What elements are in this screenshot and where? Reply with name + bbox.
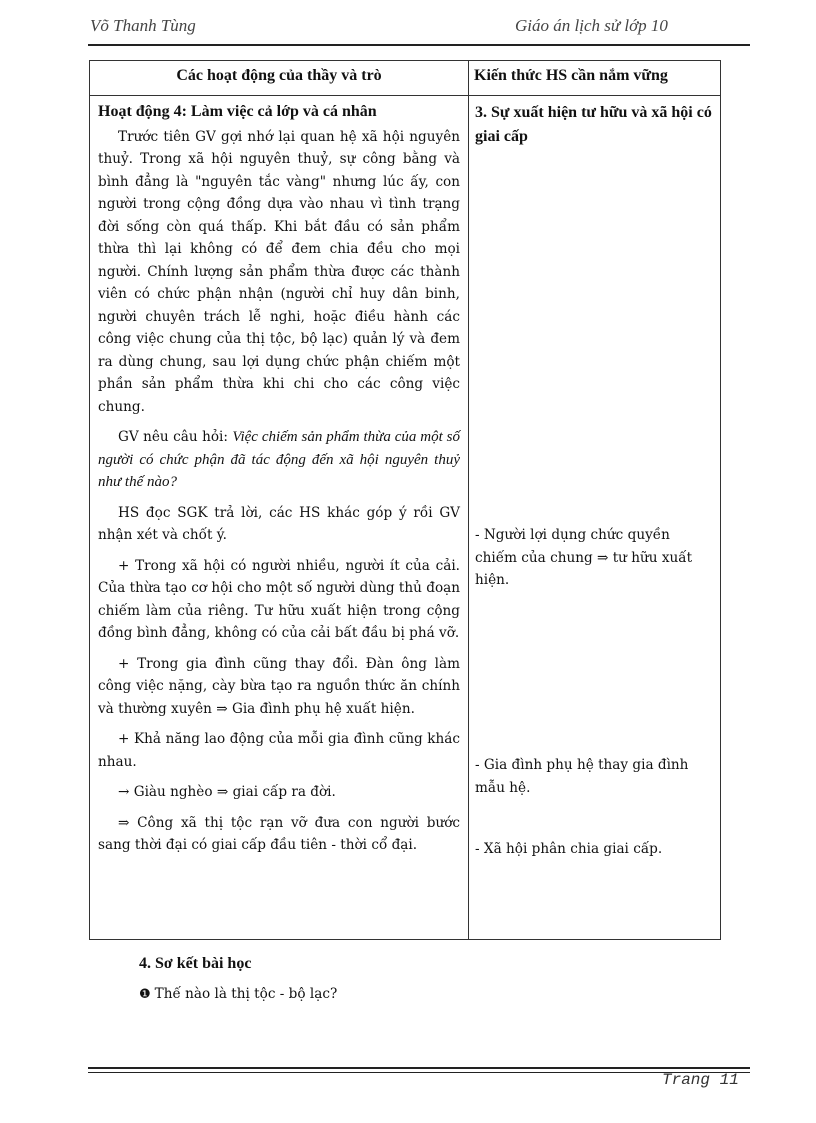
summary-question-text: Thế nào là thị tộc - bộ lạc? — [154, 986, 338, 1002]
lesson-table — [89, 60, 721, 940]
column-divider — [468, 61, 469, 939]
paragraph-ancient-era: ⇒ Công xã thị tộc rạn vỡ đưa con người bước sang thời đại có giai cấp đầu tiên - thời cổ đại. — [98, 814, 460, 853]
footer-divider-thin — [88, 1072, 750, 1073]
paragraph-class-emergence: → Giàu nghèo ⇒ giai cấp ra đời. — [118, 784, 336, 800]
page-number: Trang 11 — [662, 1071, 739, 1089]
paragraph-teacher-intro: Trước tiên GV gợi nhớ lại quan hệ xã hội nguyên thuỷ. Trong xã hội nguyên thuỷ, sự công bằng và bình đẳng là "nguyên tắc vàng" nhưng lúc ấy, con người trong cộng đồng dựa vào nhau vì tình trạng đời sống còn quá thấp. Khi bắt đầu có sản phẩm thừa thì lại không có để đem chia đều cho mọi người. Chính lượng sản phẩm thừa được các thành viên có chức phận nhận (người chỉ huy dân binh, người chuyên trách lễ nghi, hoặc điều hành các công việc chung của thị tộc, bộ lạc) quản lý và đem ra dùng chung, sau lợi dụng chức phận chiếm một phần sản phẩm thừa khi chi cho các công việc chung. — [98, 128, 460, 415]
column-header-knowledge: Kiến thức HS cần nắm vững — [474, 67, 668, 84]
numbered-bullet-icon: ❶ — [139, 987, 151, 1002]
question-text: Việc chiếm sản phẩm thừa của một số người có chức phận đã tác động đến xã hội nguyên thuỷ như thế nào? — [98, 429, 460, 490]
paragraph-labor-capacity: + Khả năng lao động của mỗi gia đình cũng khác nhau. — [98, 731, 460, 770]
footer-divider-thick — [88, 1067, 750, 1069]
knowledge-point-private-property: - Người lợi dụng chức quyền chiếm của chung ⇒ tư hữu xuất hiện. — [475, 527, 693, 588]
knowledge-point-patriarchal-family: - Gia đình phụ hệ thay gia đình mẫu hệ. — [475, 757, 689, 796]
summary-title: 4. Sơ kết bài học — [139, 955, 252, 972]
paragraph-student-response: HS đọc SGK trả lời, các HS khác góp ý rồi GV nhận xét và chốt ý. — [98, 504, 460, 543]
question-lead: GV nêu câu hỏi: — [118, 429, 233, 445]
header-author: Võ Thanh Tùng — [90, 16, 196, 35]
paragraph-teacher-question — [98, 426, 460, 494]
paragraph-patriarchal-family: + Trong gia đình cũng thay đổi. Đàn ông làm công việc nặng, cày bừa tạo ra nguồn thức ăn chính và thường xuyên ⇒ Gia đình phụ hệ xuất hiện. — [98, 655, 460, 717]
column-header-activities: Các hoạt động của thầy và trò — [176, 67, 382, 84]
paragraph-private-property: + Trong xã hội có người nhiều, người ít của cải. Của thừa tạo cơ hội cho một số người dùng thủ đoạn chiếm làm của riêng. Tư hữu xuất hiện trong cộng đồng bình đẳng, không có của cải bất đầu bị phá vỡ. — [98, 557, 460, 641]
header-document-title: Giáo án lịch sử lớp 10 — [515, 16, 668, 35]
header-row-divider — [90, 95, 720, 96]
header-divider — [88, 44, 750, 46]
knowledge-section-title: 3. Sự xuất hiện tư hữu và xã hội có giai cấp — [475, 104, 712, 145]
knowledge-point-class-division: - Xã hội phân chia giai cấp. — [475, 841, 663, 857]
summary-question — [139, 986, 337, 1002]
activities-cell — [98, 101, 460, 865]
activity-title: Hoạt động 4: Làm việc cả lớp và cá nhân — [98, 103, 377, 120]
